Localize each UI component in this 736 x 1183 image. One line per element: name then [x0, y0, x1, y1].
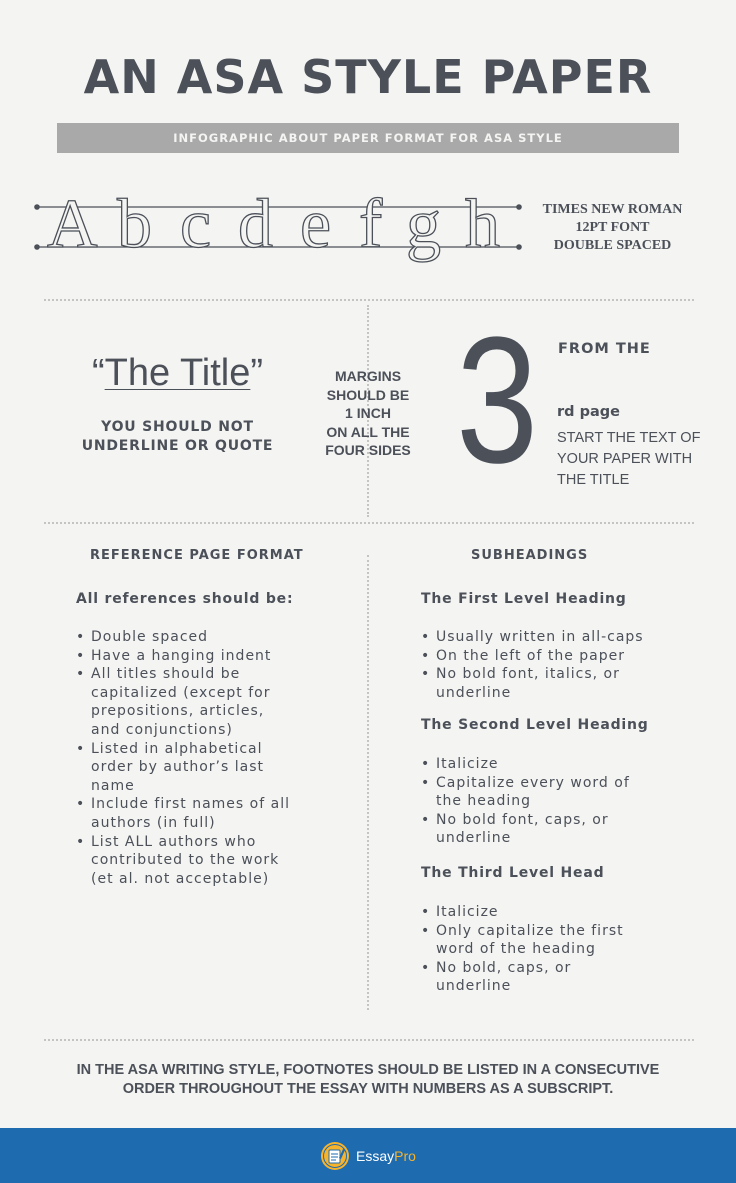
list-item: • Listed in alphabetical order by author’s last name: [76, 740, 361, 796]
subtitle-text: INFOGRAPHIC ABOUT PAPER FORMAT FOR ASA STYLE: [173, 131, 563, 145]
font-sample-illustration: [33, 180, 523, 270]
title-example: [40, 352, 315, 395]
column-divider: [367, 555, 369, 1010]
brand-logo[interactable]: [320, 1141, 416, 1171]
list-item: • List ALL authors who contributed to the work (et al. not acceptable): [76, 833, 361, 889]
level-3-title: The Third Level Head: [421, 865, 605, 881]
pencil-notepad-icon: [320, 1141, 350, 1171]
list-item: • Include first names of all authors (in full): [76, 795, 361, 832]
title-example-text: The Title: [104, 352, 251, 394]
level-2-list: [421, 755, 721, 848]
close-quote: ”: [250, 352, 264, 394]
section-divider: [44, 522, 694, 524]
list-item: • Double spaced: [76, 628, 361, 647]
level-1-title: The First Level Heading: [421, 591, 627, 607]
list-item: • Have a hanging indent: [76, 647, 361, 666]
font-spec-line: TIMES NEW ROMAN: [542, 202, 683, 217]
footnote-rule: [30, 1061, 706, 1099]
margins-line: SHOULD BE: [326, 386, 410, 403]
sample-letter: A: [47, 186, 98, 263]
open-quote: “: [91, 352, 105, 394]
section-divider: [44, 1039, 694, 1041]
margins-note: [314, 367, 422, 460]
brand-footer-bar: [0, 1128, 736, 1183]
guide-endpoint: [34, 244, 40, 250]
reference-heading: REFERENCE PAGE FORMAT: [90, 548, 304, 563]
guide-endpoint: [516, 244, 522, 250]
sample-letter: d: [238, 186, 273, 263]
title-note-line: UNDERLINE OR QUOTE: [81, 438, 274, 454]
list-item: • Capitalize every word of the heading: [421, 774, 721, 811]
reference-list: [76, 628, 361, 888]
list-item: • No bold font, caps, or underline: [421, 811, 721, 848]
sample-letter: f: [359, 186, 383, 263]
sample-letter: e: [300, 186, 332, 263]
margins-line: 1 INCH: [345, 405, 391, 421]
reference-lead: All references should be:: [76, 591, 294, 607]
list-item: • All titles should be capitalized (except for prepositions, articles, and conjunctions): [76, 665, 361, 739]
subheadings-heading: SUBHEADINGS: [471, 548, 589, 563]
margins-line: ON ALL THE: [326, 423, 410, 440]
title-note: [40, 418, 315, 456]
guide-endpoint: [34, 204, 40, 210]
sample-letter: h: [465, 186, 500, 263]
page-number-graphic: 3: [456, 300, 539, 501]
font-spec-line: DOUBLE SPACED: [553, 238, 672, 253]
list-item: • Italicize: [421, 755, 721, 774]
level-1-list: [421, 628, 721, 702]
footnote-line: ORDER THROUGHOUT THE ESSAY WITH NUMBERS AS A SUBSCRIPT.: [122, 1081, 614, 1097]
font-spec-line: 12PT FONT: [575, 220, 650, 235]
margins-line: FOUR SIDES: [325, 442, 411, 458]
footnote-line: IN THE ASA WRITING STYLE, FOOTNOTES SHOULD BE LISTED IN A CONSECUTIVE: [76, 1062, 660, 1078]
list-item: • Italicize: [421, 903, 721, 922]
from-the-label: FROM THE: [558, 341, 651, 357]
level-3-list: [421, 903, 721, 996]
list-item: • No bold font, italics, or underline: [421, 665, 721, 702]
brand-name: EssayPro: [356, 1147, 416, 1164]
sample-letter: b: [117, 186, 152, 263]
start-text-note: [557, 428, 717, 491]
list-item: • Usually written in all-caps: [421, 628, 721, 647]
rd-page-label: rd page: [557, 404, 620, 420]
sample-letter: c: [180, 186, 212, 263]
guide-endpoint: [516, 204, 522, 210]
font-spec: [530, 201, 695, 255]
list-item: • On the left of the paper: [421, 647, 721, 666]
start-text-line: START THE TEXT OF: [557, 430, 701, 446]
section-divider: [44, 299, 694, 301]
margins-line: MARGINS: [334, 368, 402, 384]
list-item: • No bold, caps, or underline: [421, 959, 721, 996]
list-item: • Only capitalize the first word of the heading: [421, 922, 721, 959]
subtitle-banner: [57, 123, 679, 153]
start-text-line: THE TITLE: [557, 472, 630, 488]
start-text-line: YOUR PAPER WITH: [557, 451, 693, 467]
page-title: AN ASA STYLE PAPER: [83, 50, 653, 104]
sample-letter: g: [406, 186, 441, 263]
title-note-line: YOU SHOULD NOT: [101, 419, 254, 435]
level-2-title: The Second Level Heading: [421, 717, 649, 733]
